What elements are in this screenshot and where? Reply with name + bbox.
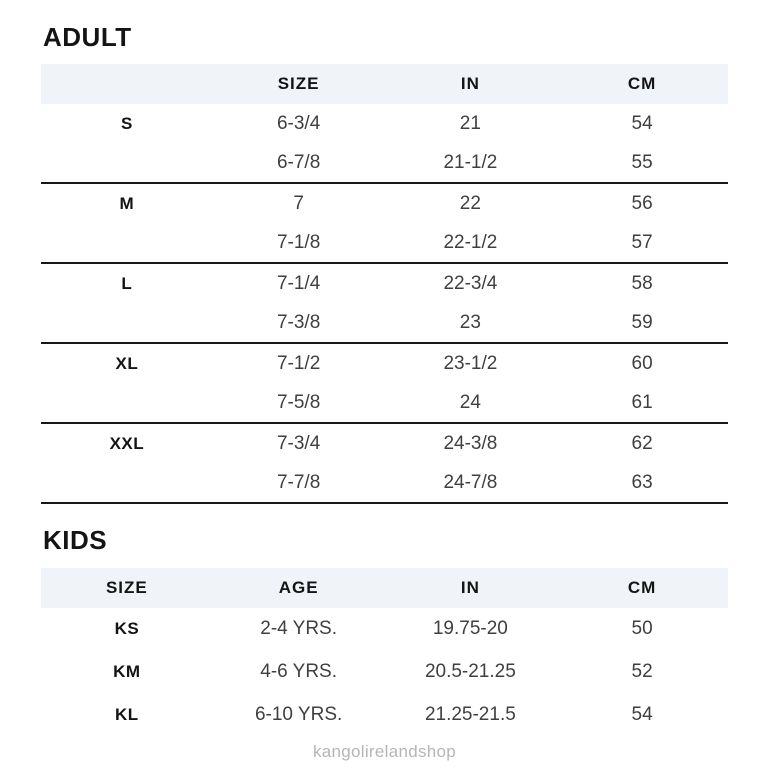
column-header-size: SIZE [213, 64, 385, 104]
table-cell: 24 [385, 383, 557, 423]
table-cell: 7-3/8 [213, 303, 385, 343]
column-header-cm: CM [556, 64, 728, 104]
column-header-blank [41, 64, 213, 104]
table-cell: 22-3/4 [443, 272, 498, 294]
table-cell: 23-1/2 [443, 352, 498, 374]
table-cell: 57 [556, 223, 728, 263]
table-cell: 6-3/4 [276, 112, 321, 134]
table-cell: 61 [556, 383, 728, 423]
table-cell: 24-3/8 [443, 432, 498, 454]
table-cell: 7-7/8 [213, 463, 385, 503]
table-cell: 55 [556, 143, 728, 183]
table-cell: 7-1/2 [276, 352, 321, 374]
table-row [41, 143, 728, 183]
kids-section-title: KIDS [43, 525, 108, 556]
column-header-size: SIZE [41, 568, 213, 608]
column-header-cm: CM [556, 568, 728, 608]
table-cell: 4-6 YRS. [260, 661, 337, 683]
adult-section-title: ADULT [43, 22, 132, 52]
kids-size-table [41, 568, 728, 737]
adult-size-table [41, 64, 728, 504]
header-row [41, 568, 728, 608]
size-group-label: KS [114, 619, 140, 639]
size-group-label: M [119, 193, 135, 213]
table-row [41, 263, 728, 303]
table-cell: 7-5/8 [213, 383, 385, 423]
header-row [41, 64, 728, 104]
table-cell: 54 [631, 112, 653, 134]
adult-table-body [41, 104, 728, 503]
size-group-label [41, 143, 213, 183]
column-header-in: IN [385, 64, 557, 104]
size-group-label: KL [115, 705, 139, 725]
table-row [41, 223, 728, 263]
table-row [41, 104, 728, 143]
table-cell: 2-4 YRS. [260, 618, 337, 640]
table-cell: 54 [631, 704, 653, 726]
table-cell: 23 [385, 303, 557, 343]
table-cell: 22 [459, 192, 481, 214]
table-cell: 7 [293, 192, 304, 214]
table-cell: 60 [631, 352, 653, 374]
table-cell: 6-7/8 [213, 143, 385, 183]
size-group-label: XXL [109, 433, 145, 453]
kids-table-header [41, 568, 728, 608]
table-cell: 52 [631, 661, 653, 683]
table-cell: 62 [631, 432, 653, 454]
watermark-text: kangolirelandshop [312, 741, 457, 761]
size-group-label: S [120, 113, 133, 133]
table-cell: 19.75-20 [432, 618, 508, 640]
table-row [41, 651, 728, 694]
column-header-age: AGE [213, 568, 385, 608]
adult-table-header [41, 64, 728, 104]
table-cell: 63 [556, 463, 728, 503]
size-group-label [41, 383, 213, 423]
size-group-label [41, 463, 213, 503]
table-row [41, 463, 728, 503]
table-row [41, 183, 728, 223]
kids-table-body [41, 608, 728, 737]
table-cell: 7-1/8 [213, 223, 385, 263]
table-cell: 21-1/2 [385, 143, 557, 183]
table-cell: 20.5-21.25 [424, 661, 516, 683]
size-group-label: L [121, 273, 133, 293]
table-cell: 21.25-21.5 [424, 704, 516, 726]
size-group-label: XL [115, 353, 139, 373]
table-row [41, 383, 728, 423]
table-cell: 21 [459, 112, 481, 134]
size-group-label [41, 303, 213, 343]
table-cell: 24-7/8 [385, 463, 557, 503]
table-row [41, 303, 728, 343]
table-cell: 6-10 YRS. [254, 704, 343, 726]
size-group-label [41, 223, 213, 263]
table-cell: 7-1/4 [276, 272, 321, 294]
column-header-in: IN [385, 568, 557, 608]
table-row [41, 694, 728, 737]
table-cell: 58 [631, 272, 653, 294]
table-cell: 22-1/2 [385, 223, 557, 263]
table-row [41, 608, 728, 651]
table-cell: 59 [556, 303, 728, 343]
size-group-label: KM [113, 662, 141, 682]
table-row [41, 343, 728, 383]
table-cell: 7-3/4 [276, 432, 321, 454]
table-row [41, 423, 728, 463]
table-cell: 56 [631, 192, 653, 214]
table-cell: 50 [631, 618, 653, 640]
